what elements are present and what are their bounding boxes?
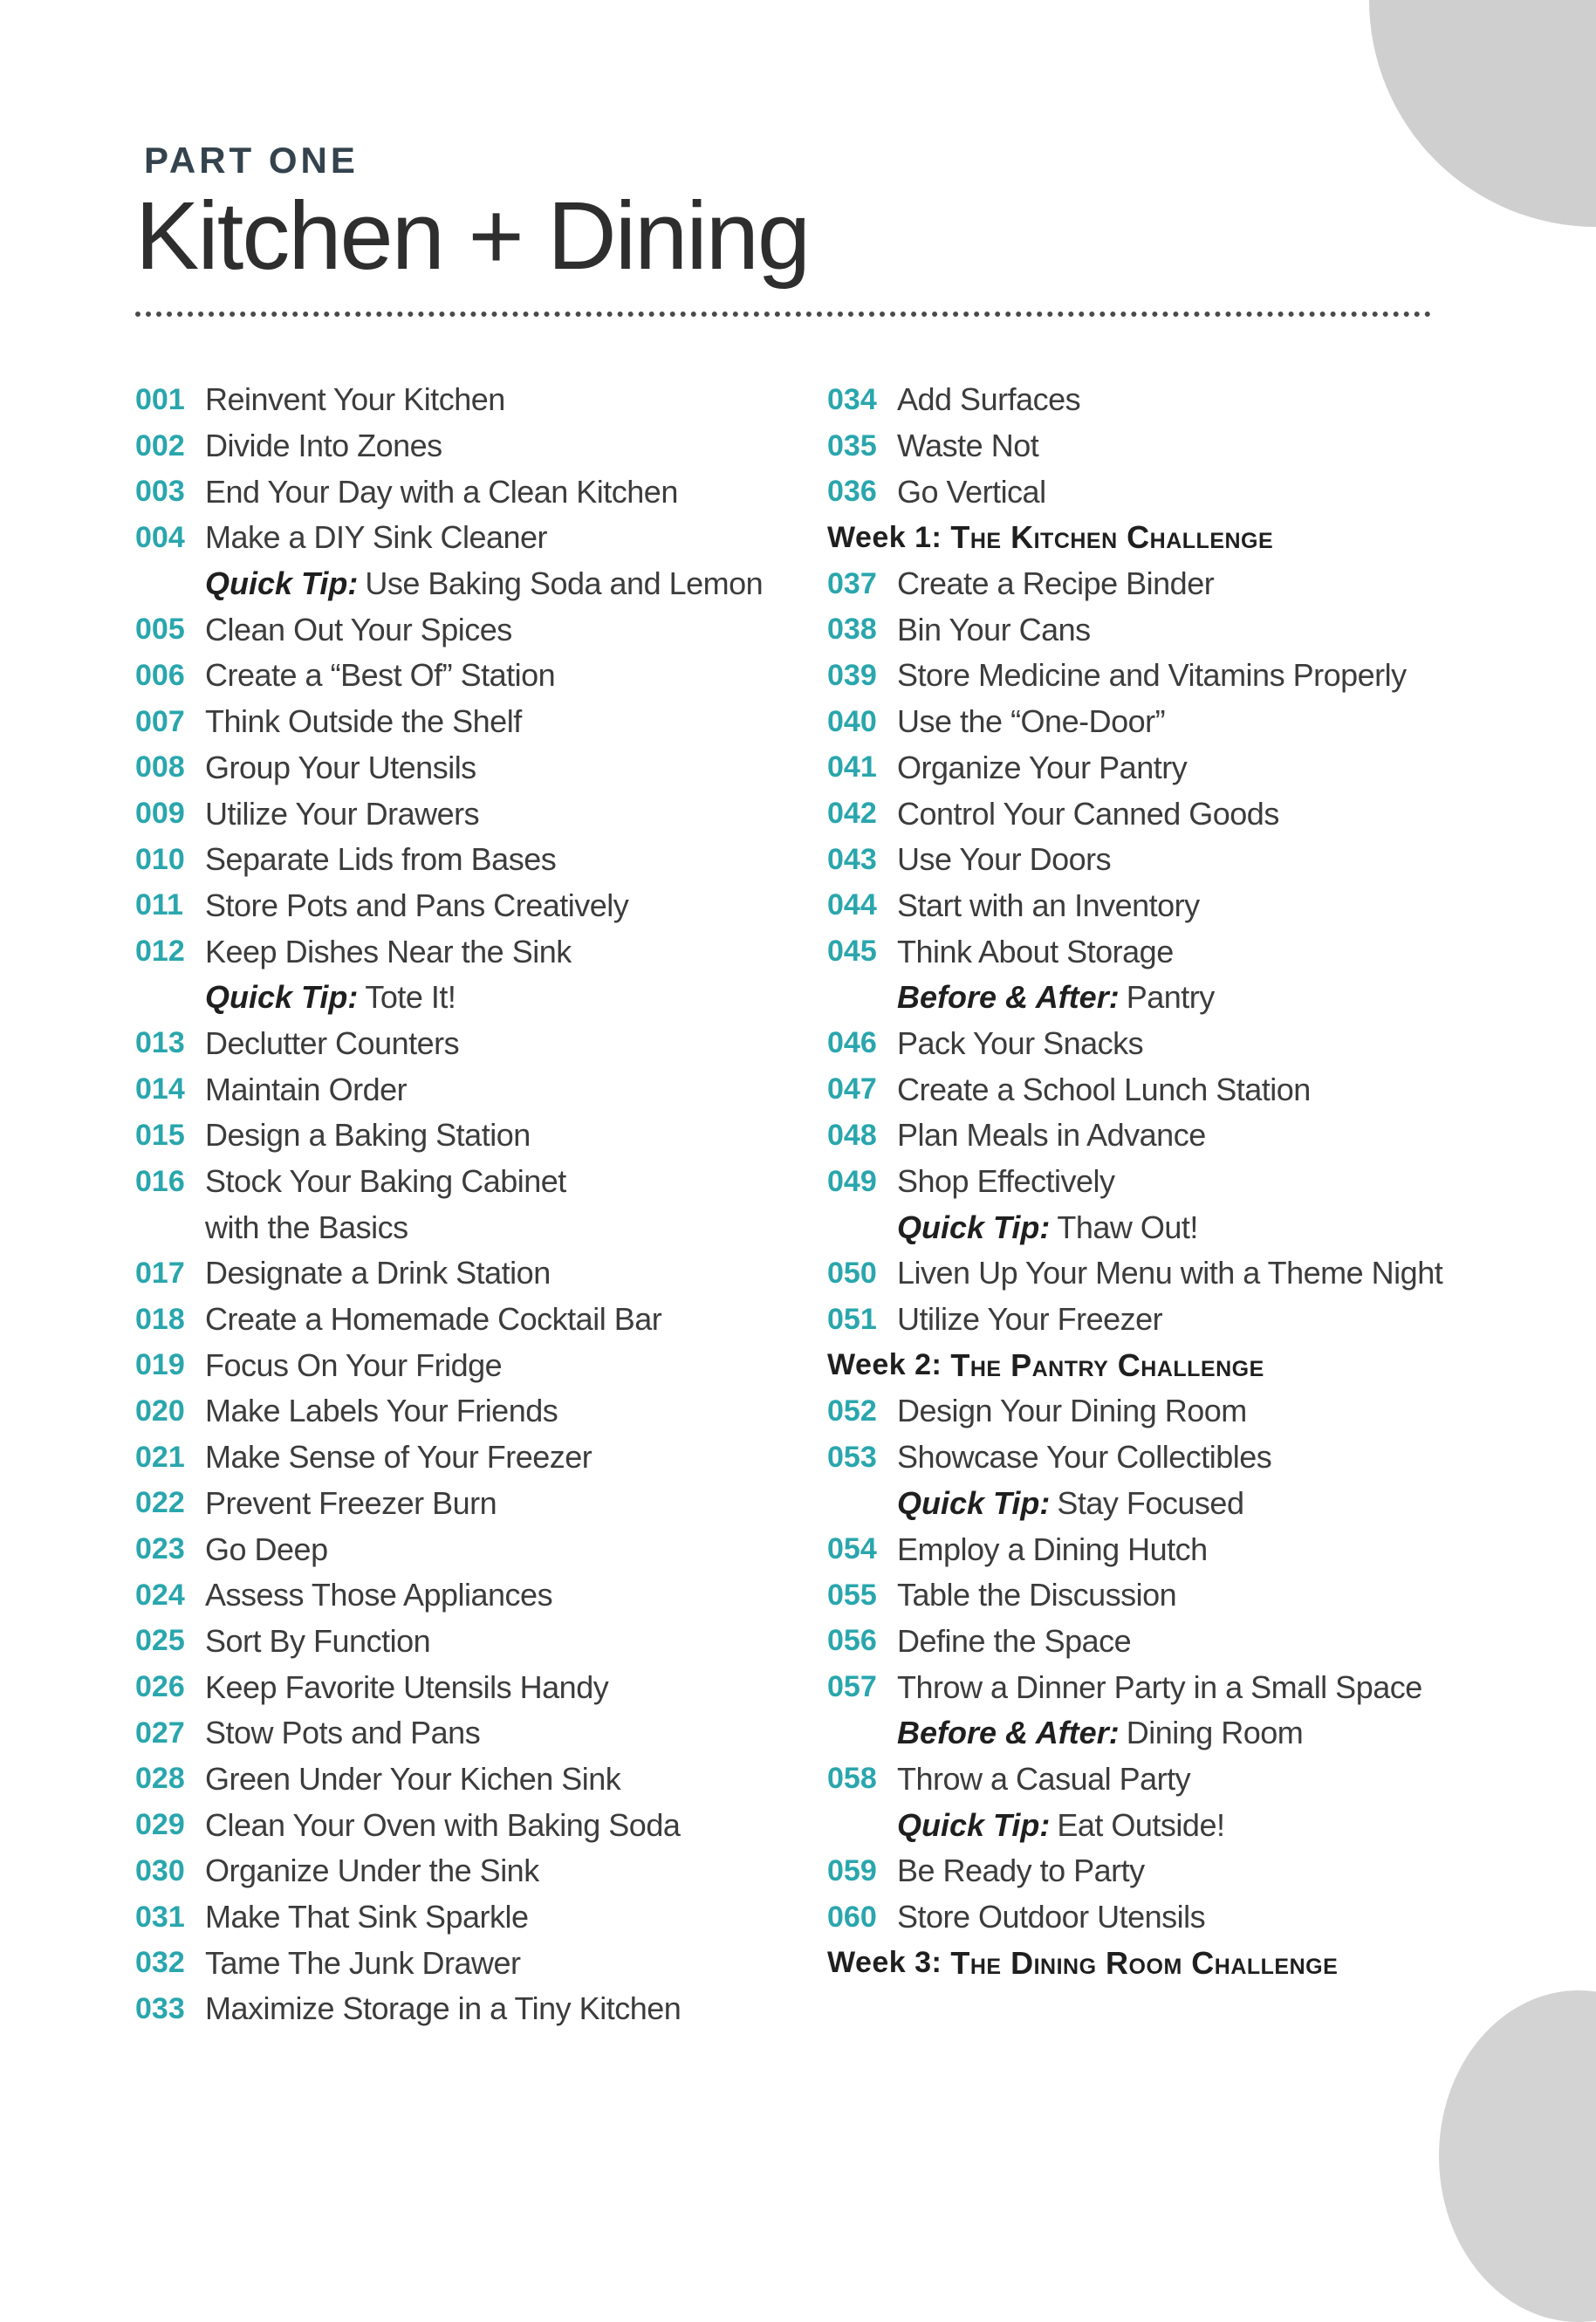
entry-number: 044 xyxy=(827,888,877,922)
entry-title: Throw a Dinner Party in a Small Space xyxy=(897,1668,1422,1705)
entry-number: 045 xyxy=(827,935,877,969)
entry-title: Think About Storage xyxy=(897,933,1174,969)
toc-entry xyxy=(135,469,763,515)
week-challenge-heading xyxy=(827,1342,1442,1388)
entry-title: Add Surfaces xyxy=(897,381,1081,418)
entry-title: Create a Recipe Binder xyxy=(897,565,1215,602)
toc-subentry xyxy=(827,975,1442,1021)
entry-number: 036 xyxy=(827,475,877,509)
toc-subentry xyxy=(135,975,763,1021)
toc-entry xyxy=(827,1159,1442,1205)
toc-entry xyxy=(135,423,763,469)
entry-title: Control Your Canned Goods xyxy=(897,795,1279,832)
toc-subentry xyxy=(827,1802,1442,1848)
entry-number: 049 xyxy=(827,1164,877,1198)
subentry-title: Pantry xyxy=(1126,979,1215,1016)
entry-title: Define the Space xyxy=(897,1622,1132,1659)
entry-title: Make That Sink Sparkle xyxy=(205,1899,529,1935)
toc-entry xyxy=(827,423,1442,469)
toc-entry xyxy=(135,928,763,975)
toc-entry xyxy=(135,1710,763,1757)
toc-entry xyxy=(135,1159,763,1205)
entry-title: Store Pots and Pans Creatively xyxy=(205,887,629,923)
subentry-title: Stay Focused xyxy=(1057,1484,1244,1521)
entry-number: 006 xyxy=(135,658,185,692)
toc-subentry xyxy=(827,1710,1442,1757)
toc-entry xyxy=(827,745,1442,791)
entry-title: Keep Favorite Utensils Handy xyxy=(205,1668,609,1705)
week-title: The Kitchen Challenge xyxy=(950,519,1274,556)
subentry-label: Before & After: xyxy=(897,1715,1120,1751)
entry-number: 037 xyxy=(827,566,877,600)
entry-number: 022 xyxy=(135,1486,185,1520)
toc-entry xyxy=(827,1894,1442,1941)
entry-title: Pack Your Snacks xyxy=(897,1024,1144,1061)
entry-title: Go Deep xyxy=(205,1531,328,1567)
toc-entry xyxy=(135,377,763,423)
toc-entry xyxy=(827,1526,1442,1572)
subentry-label: Quick Tip: xyxy=(897,1806,1051,1843)
dotted-divider xyxy=(135,312,1431,317)
entry-title: Clean Your Oven with Baking Soda xyxy=(205,1806,681,1843)
entry-title: Use the “One-Door” xyxy=(897,703,1166,740)
entry-title: Waste Not xyxy=(897,428,1039,464)
toc-entry-continuation xyxy=(135,1204,763,1250)
toc-entry xyxy=(827,1757,1442,1803)
toc-entry xyxy=(135,745,763,791)
toc-entry xyxy=(135,1481,763,1527)
toc-entry xyxy=(135,1435,763,1481)
entry-number: 046 xyxy=(827,1026,877,1060)
subentry-title: Thaw Out! xyxy=(1057,1209,1198,1245)
week-title: The Dining Room Challenge xyxy=(950,1944,1339,1981)
entry-number: 025 xyxy=(135,1624,185,1658)
entry-title: Maintain Order xyxy=(205,1071,408,1107)
entry-title: Showcase Your Collectibles xyxy=(897,1439,1272,1476)
toc-entry xyxy=(135,1664,763,1710)
toc-entry xyxy=(135,1113,763,1159)
toc-entry xyxy=(827,1250,1442,1297)
toc-subentry xyxy=(827,1204,1442,1250)
entry-title: Declutter Counters xyxy=(205,1024,460,1061)
entry-number: 024 xyxy=(135,1578,185,1612)
entry-number: 027 xyxy=(135,1716,185,1750)
entry-title: Sort By Function xyxy=(205,1622,431,1659)
entry-title: Focus On Your Fridge xyxy=(205,1346,503,1383)
entry-number: 003 xyxy=(135,475,185,509)
entry-number: 051 xyxy=(827,1302,877,1336)
toc-entry xyxy=(827,469,1442,515)
entry-title: Prevent Freezer Burn xyxy=(205,1484,497,1521)
entry-title: Design a Baking Station xyxy=(205,1117,531,1154)
entry-number: 015 xyxy=(135,1118,185,1152)
entry-title: Separate Lids from Bases xyxy=(205,841,557,878)
entry-title: Start with an Inventory xyxy=(897,887,1200,923)
entry-number: 042 xyxy=(827,797,877,831)
toc-entry xyxy=(827,1113,1442,1159)
entry-number: 011 xyxy=(135,888,183,922)
entry-number: 021 xyxy=(135,1440,185,1474)
entry-title: Plan Meals in Advance xyxy=(897,1117,1206,1154)
entry-number: 018 xyxy=(135,1302,185,1336)
page-curl-shadow-top xyxy=(1369,0,1596,227)
toc-entry xyxy=(135,1250,763,1297)
toc-entry xyxy=(135,1940,763,1986)
toc-entry xyxy=(135,883,763,929)
week-challenge-heading xyxy=(827,1940,1442,1986)
subentry-title: Tote It! xyxy=(365,979,456,1016)
entry-title: Go Vertical xyxy=(897,473,1046,510)
entry-number: 055 xyxy=(827,1578,877,1612)
toc-entry xyxy=(135,1757,763,1803)
week-prefix: Week 2: xyxy=(827,1348,942,1382)
entry-title-continued: with the Basics xyxy=(205,1209,408,1245)
subentry-title: Eat Outside! xyxy=(1057,1806,1225,1843)
entry-number: 001 xyxy=(135,382,185,416)
toc-entry xyxy=(135,1526,763,1572)
entry-title: Use Your Doors xyxy=(897,841,1112,878)
entry-title: Tame The Junk Drawer xyxy=(205,1944,521,1981)
entry-title: Liven Up Your Menu with a Theme Night xyxy=(897,1255,1443,1291)
toc-entry xyxy=(827,1435,1442,1481)
entry-number: 005 xyxy=(135,613,185,647)
entry-title: Create a “Best Of” Station xyxy=(205,657,556,694)
entry-number: 029 xyxy=(135,1808,185,1842)
entry-number: 014 xyxy=(135,1072,185,1106)
entry-title: End Your Day with a Clean Kitchen xyxy=(205,473,678,510)
toc-entry xyxy=(827,1388,1442,1435)
entry-number: 010 xyxy=(135,842,185,876)
toc-subentry xyxy=(135,561,763,607)
entry-title: Reinvent Your Kitchen xyxy=(205,381,505,418)
entry-number: 032 xyxy=(135,1946,185,1980)
toc-entry xyxy=(827,1021,1442,1067)
entry-number: 013 xyxy=(135,1026,185,1060)
entry-number: 050 xyxy=(827,1256,877,1290)
entry-number: 008 xyxy=(135,750,185,784)
entry-number: 047 xyxy=(827,1072,877,1106)
entry-number: 020 xyxy=(135,1394,185,1428)
entry-title: Assess Those Appliances xyxy=(205,1577,553,1613)
week-prefix: Week 1: xyxy=(827,520,942,554)
week-challenge-heading xyxy=(827,515,1442,561)
toc-entry xyxy=(827,791,1442,837)
toc-entry xyxy=(827,837,1442,883)
entry-number: 058 xyxy=(827,1762,877,1796)
subentry-label: Quick Tip: xyxy=(205,979,359,1016)
toc-entry xyxy=(827,606,1442,653)
toc-column-right xyxy=(827,377,1442,1986)
toc-entry xyxy=(135,1388,763,1435)
toc-entry xyxy=(135,1619,763,1665)
entry-title: Clean Out Your Spices xyxy=(205,611,512,647)
entry-number: 056 xyxy=(827,1624,877,1658)
entry-number: 033 xyxy=(135,1991,185,2025)
entry-title: Store Outdoor Utensils xyxy=(897,1899,1206,1935)
toc-subentry xyxy=(827,1481,1442,1527)
toc-entry xyxy=(827,1619,1442,1665)
subentry-title: Use Baking Soda and Lemon xyxy=(365,565,764,602)
week-title: The Pantry Challenge xyxy=(950,1346,1264,1383)
entry-number: 041 xyxy=(827,750,877,784)
page-curl-shadow-bottom xyxy=(1439,1990,1596,2322)
entry-number: 019 xyxy=(135,1348,185,1382)
toc-entry xyxy=(827,1297,1442,1343)
entry-title: Think Outside the Shelf xyxy=(205,703,522,740)
entry-number: 026 xyxy=(135,1670,185,1704)
entry-number: 031 xyxy=(135,1900,185,1934)
toc-entry xyxy=(135,1848,763,1894)
part-label: PART ONE xyxy=(144,140,359,181)
entry-title: Store Medicine and Vitamins Properly xyxy=(897,657,1407,694)
toc-entry xyxy=(827,1664,1442,1710)
toc-entry xyxy=(827,1848,1442,1894)
toc-entry xyxy=(827,561,1442,607)
toc-entry xyxy=(135,1572,763,1619)
entry-number: 052 xyxy=(827,1394,877,1428)
entry-number: 030 xyxy=(135,1853,185,1887)
entry-number: 039 xyxy=(827,658,877,692)
entry-number: 053 xyxy=(827,1440,877,1474)
toc-entry xyxy=(135,1802,763,1848)
toc-entry xyxy=(135,837,763,883)
subentry-label: Quick Tip: xyxy=(205,565,359,602)
toc-entry xyxy=(135,606,763,653)
entry-number: 004 xyxy=(135,520,185,554)
entry-number: 057 xyxy=(827,1670,877,1704)
entry-title: Utilize Your Drawers xyxy=(205,795,480,832)
entry-title: Organize Your Pantry xyxy=(897,749,1188,785)
entry-number: 059 xyxy=(827,1853,877,1887)
toc-entry xyxy=(827,377,1442,423)
entry-number: 012 xyxy=(135,935,185,969)
entry-number: 017 xyxy=(135,1256,185,1290)
toc-entry xyxy=(135,1066,763,1113)
entry-title: Stow Pots and Pans xyxy=(205,1715,481,1751)
entry-number: 043 xyxy=(827,842,877,876)
toc-entry xyxy=(135,1297,763,1343)
entry-number: 023 xyxy=(135,1532,185,1566)
week-prefix: Week 3: xyxy=(827,1946,942,1980)
entry-number: 054 xyxy=(827,1532,877,1566)
entry-title: Organize Under the Sink xyxy=(205,1853,539,1889)
toc-entry xyxy=(135,699,763,745)
entry-title: Green Under Your Kichen Sink xyxy=(205,1760,621,1797)
toc-entry xyxy=(135,1986,763,2032)
entry-number: 035 xyxy=(827,428,877,462)
entry-title: Throw a Casual Party xyxy=(897,1760,1191,1797)
entry-number: 028 xyxy=(135,1762,185,1796)
entry-number: 048 xyxy=(827,1118,877,1152)
toc-entry xyxy=(827,653,1442,699)
entry-title: Keep Dishes Near the Sink xyxy=(205,933,572,969)
entry-number: 038 xyxy=(827,613,877,647)
subentry-label: Before & After: xyxy=(897,979,1120,1016)
entry-title: Employ a Dining Hutch xyxy=(897,1531,1208,1567)
entry-number: 007 xyxy=(135,704,185,738)
toc-entry xyxy=(135,791,763,837)
entry-number: 040 xyxy=(827,704,877,738)
toc-entry xyxy=(135,1342,763,1388)
toc-entry xyxy=(827,928,1442,975)
subentry-title: Dining Room xyxy=(1126,1715,1304,1751)
toc-entry xyxy=(827,1572,1442,1619)
entry-title: Create a Homemade Cocktail Bar xyxy=(205,1301,662,1338)
page-title: Kitchen + Dining xyxy=(135,182,810,290)
entry-number: 009 xyxy=(135,797,185,831)
entry-number: 016 xyxy=(135,1164,185,1198)
toc-entry xyxy=(135,653,763,699)
toc-entry xyxy=(135,1021,763,1067)
entry-title: Stock Your Baking Cabinet xyxy=(205,1163,566,1200)
entry-title: Divide Into Zones xyxy=(205,428,442,464)
toc-entry xyxy=(135,1894,763,1941)
toc-entry xyxy=(827,883,1442,929)
entry-title: Maximize Storage in a Tiny Kitchen xyxy=(205,1990,682,2027)
subentry-label: Quick Tip: xyxy=(897,1209,1051,1245)
entry-title: Group Your Utensils xyxy=(205,749,476,785)
entry-title: Be Ready to Party xyxy=(897,1853,1145,1889)
entry-title: Shop Effectively xyxy=(897,1163,1115,1200)
entry-title: Make Labels Your Friends xyxy=(205,1393,558,1429)
entry-number: 002 xyxy=(135,428,185,462)
entry-title: Make Sense of Your Freezer xyxy=(205,1439,593,1476)
subentry-label: Quick Tip: xyxy=(897,1484,1051,1521)
entry-title: Bin Your Cans xyxy=(897,611,1091,647)
entry-title: Make a DIY Sink Cleaner xyxy=(205,519,548,556)
entry-title: Design Your Dining Room xyxy=(897,1393,1247,1429)
toc-entry xyxy=(135,515,763,561)
entry-title: Table the Discussion xyxy=(897,1577,1177,1613)
entry-title: Utilize Your Freezer xyxy=(897,1301,1163,1338)
toc-entry xyxy=(827,699,1442,745)
toc-column-left xyxy=(135,377,763,2032)
entry-title: Designate a Drink Station xyxy=(205,1255,551,1291)
entry-title: Create a School Lunch Station xyxy=(897,1071,1311,1107)
entry-number: 034 xyxy=(827,382,877,416)
toc-entry xyxy=(827,1066,1442,1113)
entry-number: 060 xyxy=(827,1900,877,1934)
